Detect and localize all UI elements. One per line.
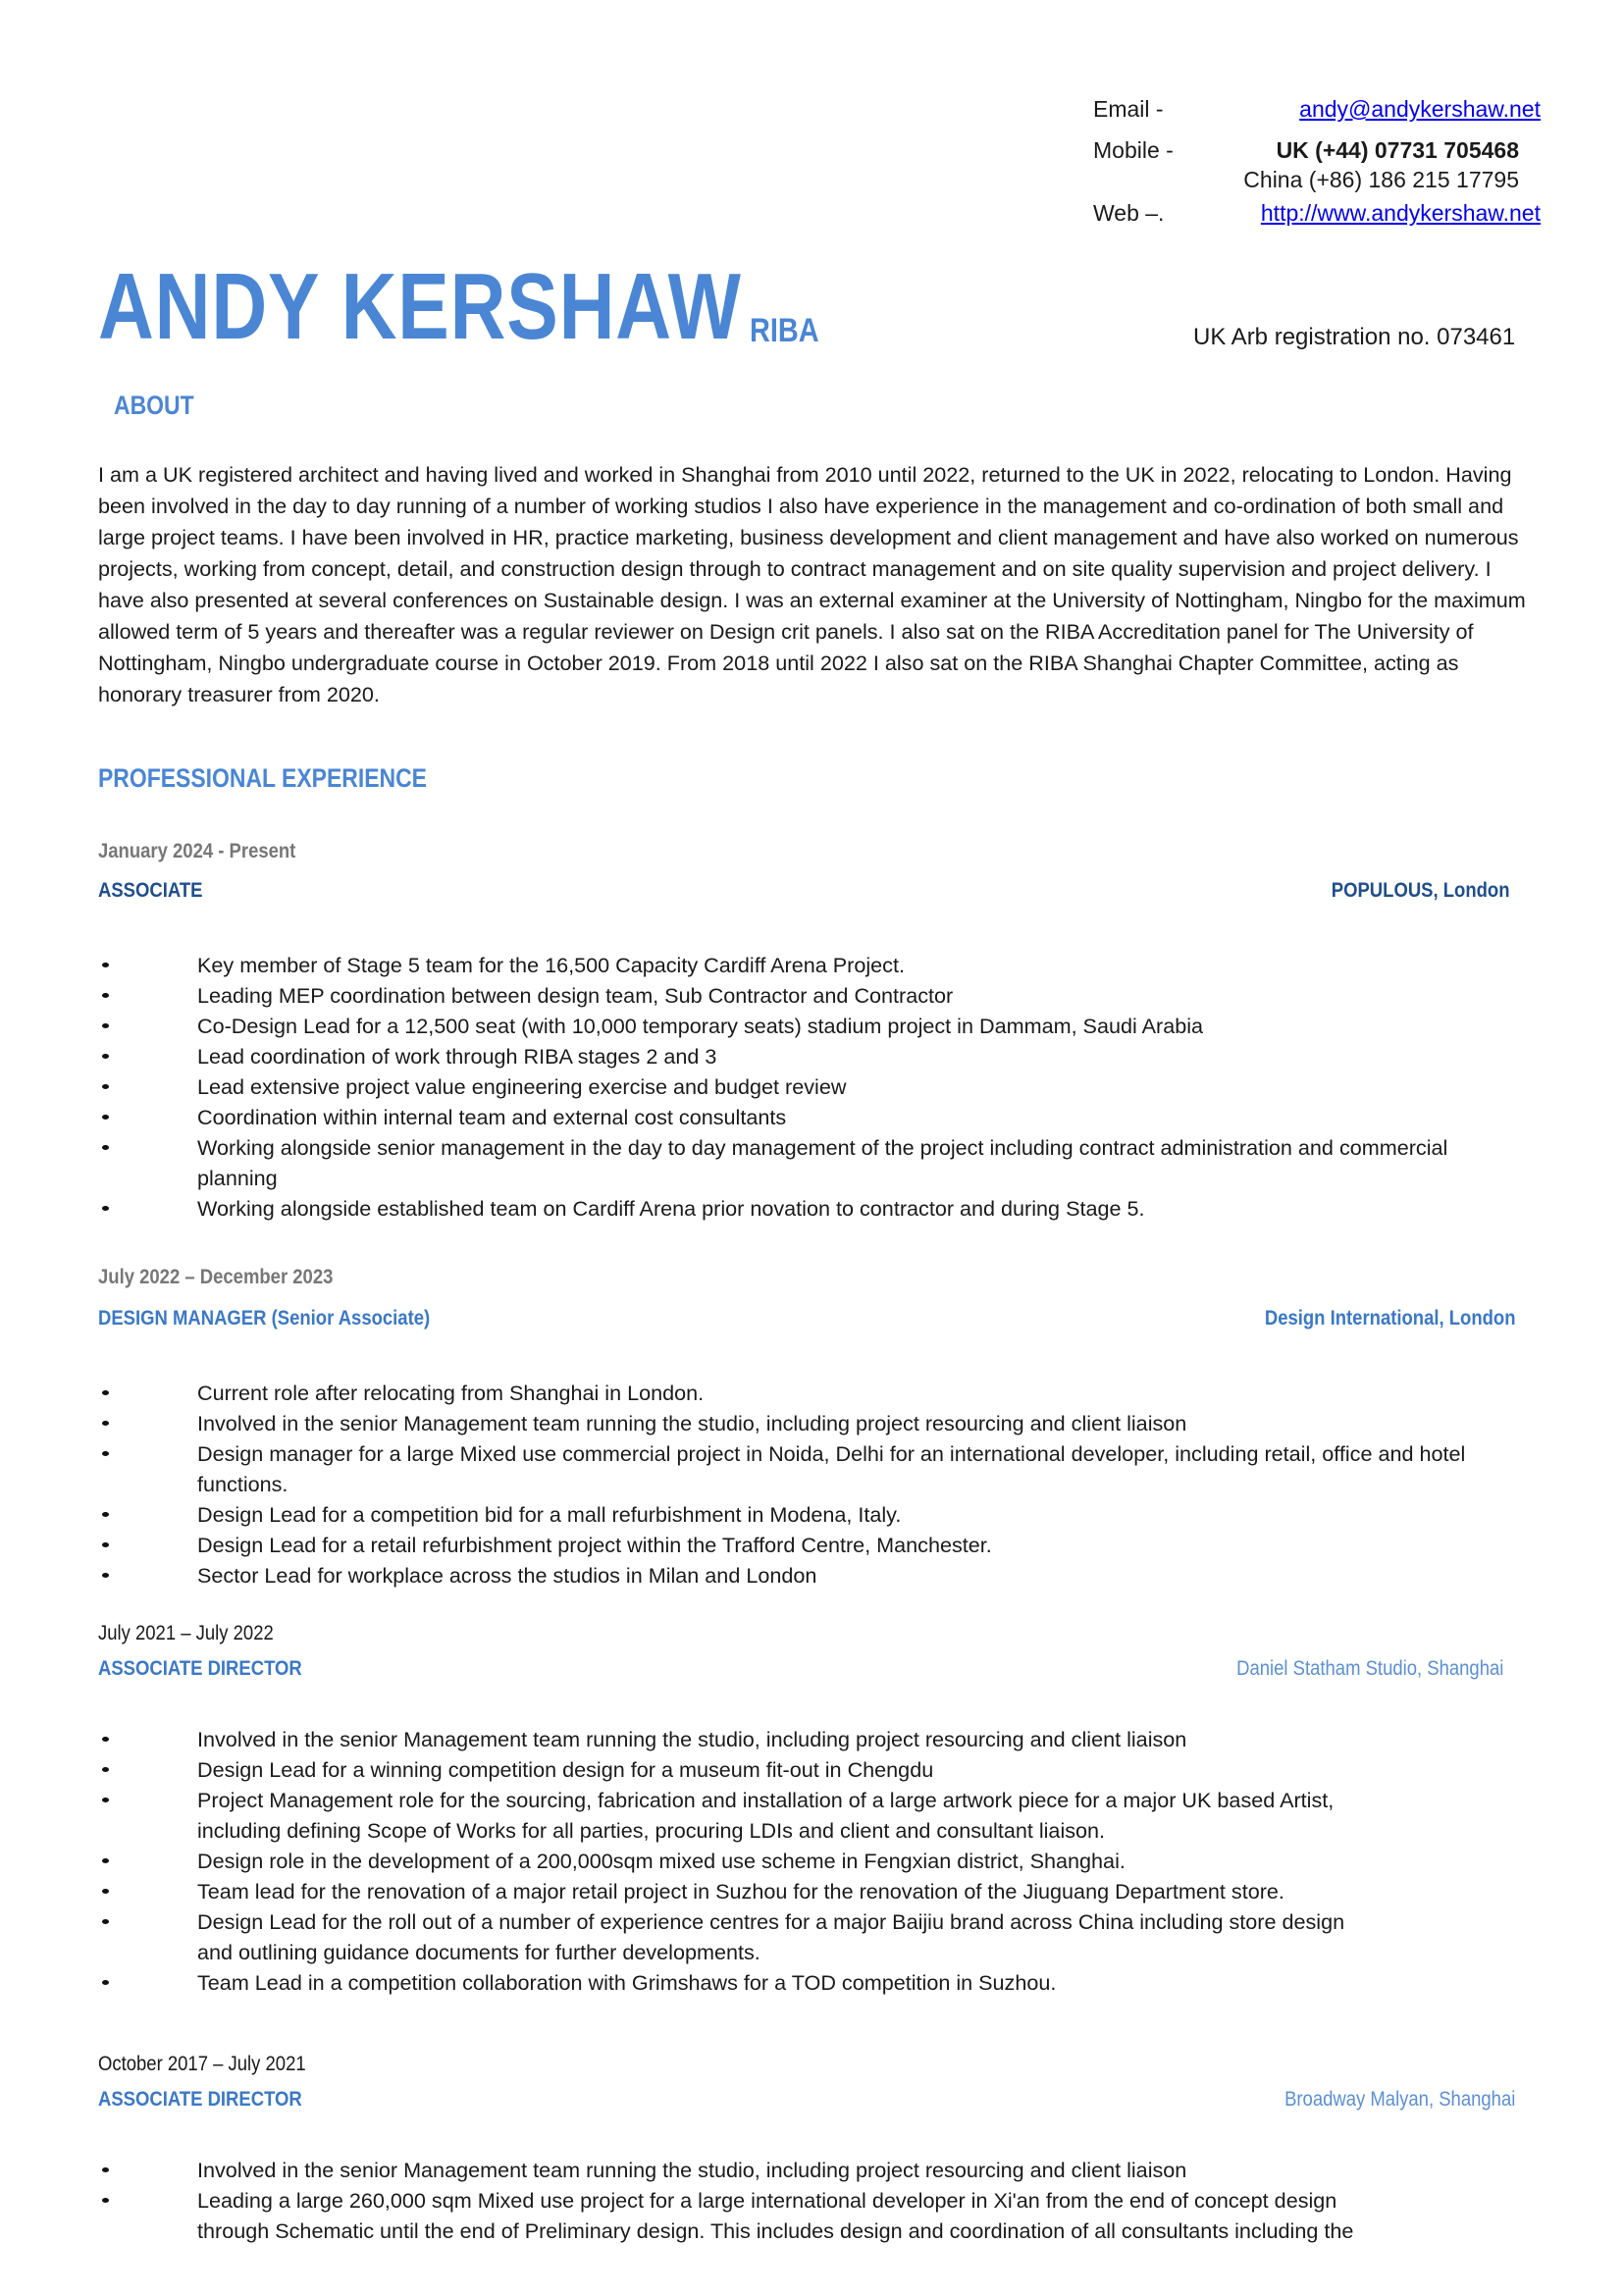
job-bullets [98, 950, 1531, 1224]
riba-suffix: RIBA [750, 312, 819, 349]
job-entry [98, 1622, 1531, 1998]
job-title-row [98, 879, 1531, 909]
list-item: Design manager for a large Mixed use commercial project in Noida, Delhi for an international developer, including retail, office and hotel functions. [98, 1438, 1531, 1499]
list-item: Leading a large 260,000 sqm Mixed use project for a large international developer in Xi'an from the end of concept design through Schematic until the end of Preliminary design. This includes design and coordination of all consultants including the [98, 2185, 1531, 2246]
list-item: Lead extensive project value engineering exercise and budget review [98, 1071, 1531, 1102]
job-title-row [98, 1307, 1531, 1336]
list-item: Design Lead for a retail refurbishment project within the Trafford Centre, Manchester. [98, 1530, 1531, 1560]
job-role: ASSOCIATE DIRECTOR [98, 1657, 302, 1680]
list-item: Co-Design Lead for a 12,500 seat (with 10,000 temporary seats) stadium project in Dammam, Saudi Arabia [98, 1011, 1531, 1041]
web-link[interactable]: http://www.andykershaw.net [1260, 200, 1541, 226]
list-item: Working alongside senior management in the day to day management of the project including contract administration and commercial planning [98, 1132, 1531, 1193]
about-text: I am a UK registered architect and having lived and worked in Shanghai from 2010 until 2022, returned to the UK in 2022, relocating to London. Having been involved in the day to day running of a number of working studios I also have experience in the management and co-ordination of both small and large project teams. I have been involved in HR, practice marketing, business development and client management and have also worked on numerous projects, working from concept, detail, and construction design through to contract management and on site quality supervision and project delivery. I have also presented at several conferences on Sustainable design. I was an external examiner at the University of Nottingham, Ningbo for the maximum allowed term of 5 years and thereafter was a regular reviewer on Design crit panels. I also sat on the RIBA Accreditation panel for The University of Nottingham, Ningbo undergraduate course in October 2019. From 2018 until 2022 I also sat on the RIBA Shanghai Chapter Committee, acting as honorary treasurer from 2020. [98, 462, 1526, 706]
job-bullets [98, 2155, 1531, 2246]
job-entry [98, 2053, 1531, 2246]
list-item: Involved in the senior Management team running the studio, including project resourcing and client liaison [98, 1408, 1531, 1438]
mobile-china-row [1093, 167, 1545, 200]
job-company: Design International, London [1264, 1307, 1515, 1330]
mobile-row [1093, 137, 1545, 167]
email-label: Email - [1093, 96, 1164, 122]
list-item: Team Lead in a competition collaboration with Grimshaws for a TOD competition in Suzhou. [98, 1967, 1531, 1998]
job-bullets [98, 1724, 1531, 1998]
list-item: Lead coordination of work through RIBA stages 2 and 3 [98, 1041, 1531, 1071]
name-heading: ANDY KERSHAW [98, 254, 742, 359]
list-item: Working alongside established team on Cardiff Arena prior novation to contractor and during Stage 5. [98, 1193, 1531, 1224]
job-entry [98, 840, 1531, 1224]
list-item: Involved in the senior Management team running the studio, including project resourcing and client liaison [98, 2155, 1531, 2185]
mobile-label: Mobile - [1093, 137, 1174, 163]
job-company: POPULOUS, London [1331, 879, 1509, 902]
list-item: Involved in the senior Management team running the studio, including project resourcing and client liaison [98, 1724, 1531, 1754]
list-item: Design Lead for a competition bid for a mall refurbishment in Modena, Italy. [98, 1499, 1531, 1530]
job-date: October 2017 – July 2021 [98, 2053, 306, 2075]
list-item: Design Lead for the roll out of a number of experience centres for a major Baijiu brand across China including store design and outlining guidance documents for further developments. [98, 1906, 1531, 1967]
contact-block [1093, 96, 1545, 234]
email-link[interactable]: andy@andykershaw.net [1299, 96, 1541, 122]
job-bullets [98, 1378, 1531, 1591]
job-title-row [98, 2088, 1531, 2117]
job-company: Daniel Statham Studio, Shanghai [1235, 1657, 1503, 1680]
job-role: DESIGN MANAGER (Senior Associate) [98, 1307, 431, 1330]
list-item: Sector Lead for workplace across the studios in Milan and London [98, 1560, 1531, 1591]
experience-title: PROFESSIONAL EXPERIENCE [98, 763, 427, 793]
list-item: Key member of Stage 5 team for the 16,500 Capacity Cardiff Arena Project. [98, 950, 1531, 980]
job-entry [98, 1266, 1531, 1591]
list-item: Design role in the development of a 200,000sqm mixed use scheme in Fengxian district, Shanghai. [98, 1846, 1531, 1876]
mobile-china: China (+86) 186 215 17795 [1243, 167, 1519, 192]
arb-registration: UK Arb registration no. 073461 [1193, 324, 1516, 350]
job-date: July 2021 – July 2022 [98, 1622, 274, 1644]
job-role: ASSOCIATE DIRECTOR [98, 2088, 302, 2111]
list-item: Design Lead for a winning competition design for a museum fit-out in Chengdu [98, 1754, 1531, 1785]
job-company: Broadway Malyan, Shanghai [1283, 2088, 1515, 2111]
job-title-row [98, 1657, 1531, 1687]
web-row [1093, 200, 1545, 234]
list-item: Project Management role for the sourcing, fabrication and installation of a large artwork piece for a major UK based Artist, including defining Scope of Works for all parties, procuring LDIs and client and consultant liaison. [98, 1785, 1531, 1846]
about-title: ABOUT [114, 391, 194, 420]
web-label: Web –. [1093, 200, 1165, 226]
job-role: ASSOCIATE [98, 879, 203, 902]
list-item: Leading MEP coordination between design team, Sub Contractor and Contractor [98, 980, 1531, 1011]
job-date: July 2022 – December 2023 [98, 1266, 334, 1288]
email-row [1093, 96, 1545, 130]
job-date: January 2024 - Present [98, 840, 296, 862]
list-item: Current role after relocating from Shanghai in London. [98, 1378, 1531, 1408]
list-item: Team lead for the renovation of a major retail project in Suzhou for the renovation of the Jiuguang Department store. [98, 1876, 1531, 1906]
list-item: Coordination within internal team and external cost consultants [98, 1102, 1531, 1132]
mobile-uk: UK (+44) 07731 705468 [1276, 137, 1519, 163]
